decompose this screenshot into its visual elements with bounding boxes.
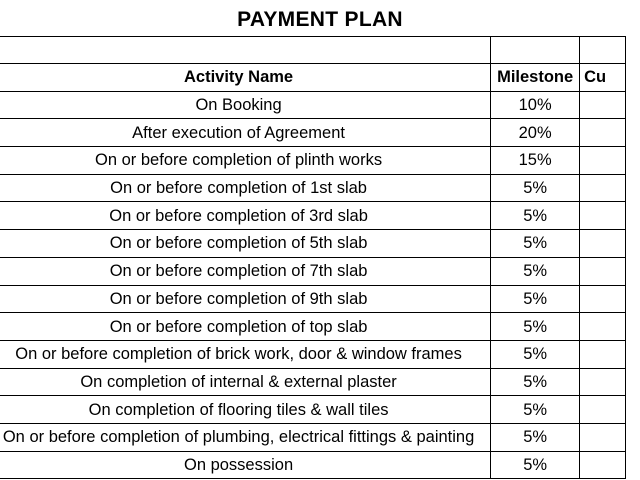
table-row bbox=[0, 91, 626, 119]
cumulative-cell bbox=[580, 313, 626, 341]
activity-cell: On possession bbox=[0, 451, 491, 479]
cumulative-cell bbox=[580, 174, 626, 202]
table-row bbox=[0, 313, 626, 341]
milestone-cell: 5% bbox=[491, 340, 580, 368]
page-title: PAYMENT PLAN bbox=[237, 8, 403, 31]
cumulative-column-header: Cu bbox=[580, 64, 626, 92]
milestone-cell: 5% bbox=[491, 368, 580, 396]
activity-cell: After execution of Agreement bbox=[0, 119, 491, 147]
activity-cell: On completion of internal & external plaster bbox=[0, 368, 491, 396]
activity-cell: On completion of flooring tiles & wall tiles bbox=[0, 396, 491, 424]
table-row bbox=[0, 285, 626, 313]
activity-cell: On Booking bbox=[0, 91, 491, 119]
milestone-cell: 5% bbox=[491, 423, 580, 451]
cumulative-cell bbox=[580, 257, 626, 285]
milestone-cell: 5% bbox=[491, 451, 580, 479]
milestone-cell: 5% bbox=[491, 174, 580, 202]
cumulative-cell bbox=[580, 451, 626, 479]
blank-cell bbox=[0, 37, 491, 64]
table-row bbox=[0, 340, 626, 368]
cumulative-cell bbox=[580, 119, 626, 147]
activity-cell: On or before completion of 5th slab bbox=[0, 230, 491, 258]
table-row bbox=[0, 396, 626, 424]
milestone-cell: 5% bbox=[491, 396, 580, 424]
cumulative-cell bbox=[580, 147, 626, 175]
cumulative-cell bbox=[580, 423, 626, 451]
cumulative-cell bbox=[580, 340, 626, 368]
activity-column-header: Activity Name bbox=[0, 64, 491, 92]
activity-cell: On or before completion of 7th slab bbox=[0, 257, 491, 285]
activity-cell: On or before completion of top slab bbox=[0, 313, 491, 341]
blank-cell bbox=[491, 37, 580, 64]
milestone-cell: 5% bbox=[491, 202, 580, 230]
milestone-cell: 15% bbox=[491, 147, 580, 175]
table-row bbox=[0, 230, 626, 258]
table-row bbox=[0, 423, 626, 451]
blank-row bbox=[0, 37, 626, 64]
table-row bbox=[0, 174, 626, 202]
payment-plan-table bbox=[0, 36, 626, 479]
activity-cell: On or before completion of 9th slab bbox=[0, 285, 491, 313]
cumulative-cell bbox=[580, 230, 626, 258]
table-row bbox=[0, 368, 626, 396]
table-row bbox=[0, 119, 626, 147]
activity-cell: On or before completion of brick work, door & window frames bbox=[0, 340, 491, 368]
table-row bbox=[0, 202, 626, 230]
table-row bbox=[0, 147, 626, 175]
milestone-cell: 5% bbox=[491, 313, 580, 341]
cumulative-cell bbox=[580, 396, 626, 424]
activity-cell: On or before completion of 1st slab bbox=[0, 174, 491, 202]
milestone-column-header: Milestone bbox=[491, 64, 580, 92]
table-row bbox=[0, 451, 626, 479]
cumulative-cell bbox=[580, 368, 626, 396]
milestone-cell: 5% bbox=[491, 230, 580, 258]
table-row bbox=[0, 257, 626, 285]
milestone-cell: 10% bbox=[491, 91, 580, 119]
activity-cell: On or before completion of 3rd slab bbox=[0, 202, 491, 230]
activity-cell: On or before completion of plinth works bbox=[0, 147, 491, 175]
milestone-cell: 5% bbox=[491, 285, 580, 313]
header-row bbox=[0, 64, 626, 92]
cumulative-cell bbox=[580, 285, 626, 313]
blank-cell bbox=[580, 37, 626, 64]
milestone-cell: 20% bbox=[491, 119, 580, 147]
activity-cell: On or before completion of plumbing, electrical fittings & painting bbox=[0, 423, 491, 451]
cumulative-cell bbox=[580, 202, 626, 230]
milestone-cell: 5% bbox=[491, 257, 580, 285]
cumulative-cell bbox=[580, 91, 626, 119]
